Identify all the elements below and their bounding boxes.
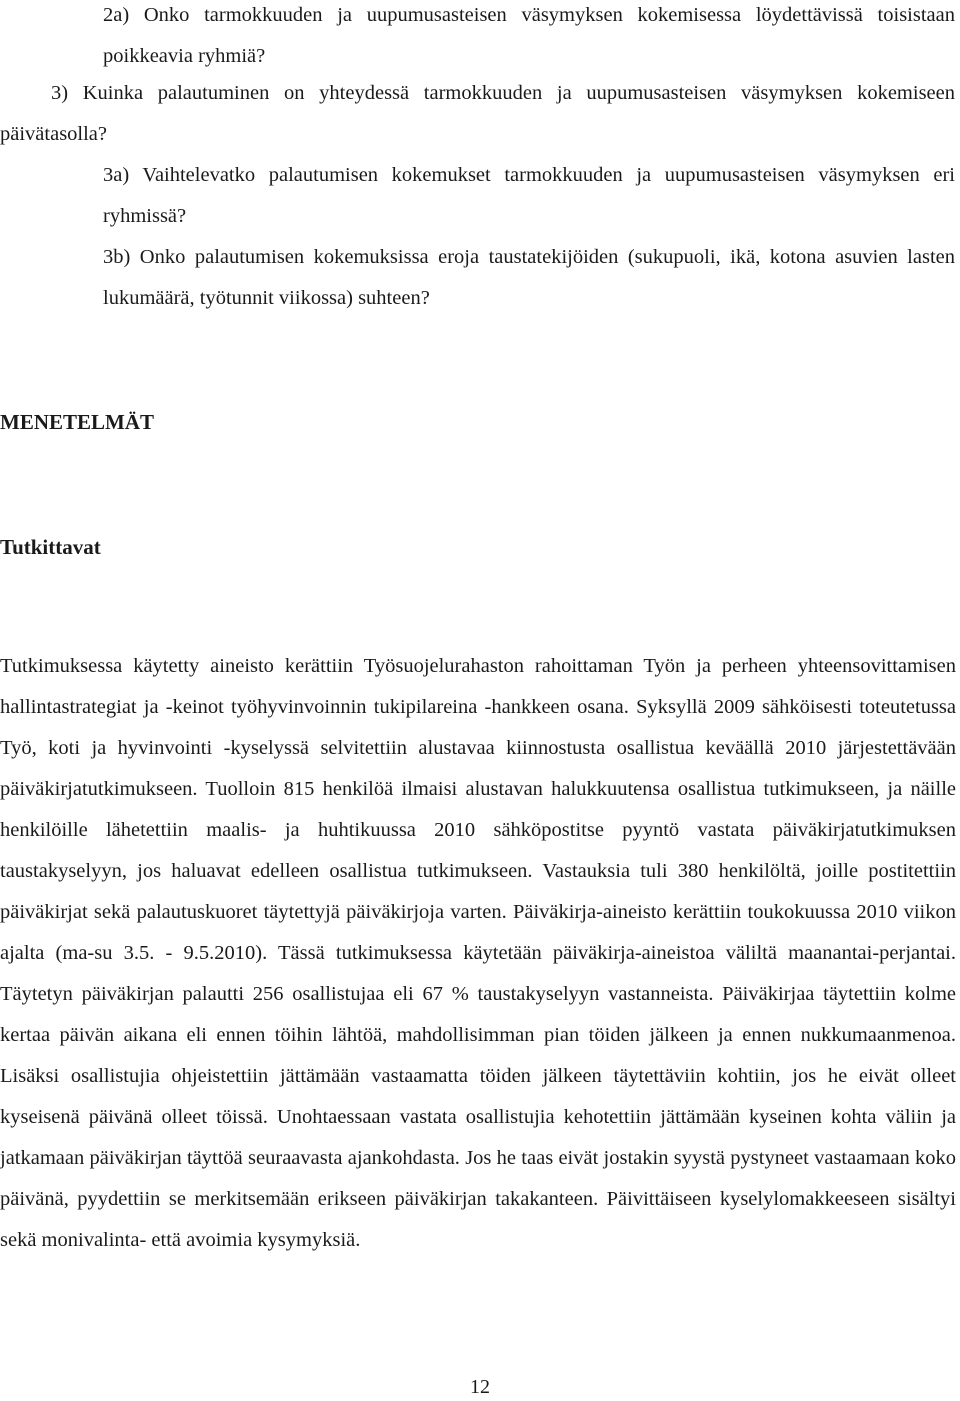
page-number: 12 — [470, 1376, 490, 1398]
section-heading: MENETELMÄT — [0, 410, 155, 434]
research-question-3a: 3a) Vaihtelevatko palautumisen kokemukset tarmokkuuden ja uupumusasteisen väsymyksen eri ryhmissä? — [103, 164, 955, 227]
section-subheading: Tutkittavat — [0, 535, 101, 559]
body-paragraph: Tutkimuksessa käytetty aineisto kerättiin Työsuojelurahaston rahoittaman Työn ja perheen yhteensovittamisen hallintastrategiat ja -keinot työhyvinvoinnin tukipilareina -hankkeen osana. Syksyllä 2009 sähköisesti toteutetussa Työ, koti ja hyvinvointi -kyselyssä selvitettiin alustavaa kiinnostusta osallistua keväällä 2010 järjestettävään päiväkirjatutkimukseen. Tuolloin 815 henkilöä ilmaisi alustavan halukkuutensa osallistua tutkimukseen, ja näille henkilöille lähetettiin maalis- ja huhtikuussa 2010 sähköpostitse pyyntö vastata päiväkirjatutkimuksen taustakyselyyn, jos haluavat edelleen osallistua tutkimukseen. Vastauksia tuli 380 henkilöltä, joille postitettiin päiväkirjat sekä palautuskuoret täytettyjä päiväkirjoja varten. Päiväkirja-aineisto kerättiin toukokuussa 2010 viikon ajalta (ma-su 3.5. - 9.5.2010). Tässä tutkimuksessa käytetään päiväkirja-aineistoa väliltä maanantai-perjantai. Täytetyn päiväkirjan palautti 256 osallistujaa eli 67 % taustakyselyyn vastanneista. Päiväkirjaa täytettiin kolme kertaa päivän aikana eli ennen töihin lähtöä, mahdollisimman pian töiden jälkeen ja ennen nukkumaanmenoa. Lisäksi osallistujia ohjeistettiin jättämään vastaamatta töiden jälkeen täytettäviin kohtiin, jos he eivät olleet kyseisenä päivänä olleet töissä. Unohtaessaan vastata osallistujia kehotettiin jättämään kyseinen kohta väliin ja jatkamaan päiväkirjan täyttöä seuraavasta ajankohdasta. Jos he taas eivät jostakin syystä pystyneet vastaamaan koko päivänä, pyydettiin se merkitsemään erikseen päiväkirjan takakanteen. Päivittäiseen kyselylomakkeeseen sisältyi sekä monivalinta- että avoimia kysymyksiä. — [0, 655, 956, 1251]
research-question-3b: 3b) Onko palautumisen kokemuksissa eroja taustatekijöiden (sukupuoli, ikä, kotona asuvien lasten lukumäärä, työtunnit viikossa) suhteen? — [103, 246, 955, 309]
research-question-3-text: 3) Kuinka palautuminen on yhteydessä tarmokkuuden ja uupumusasteisen väsymyksen kokemiseen päivätasolla? — [0, 82, 955, 145]
research-question-2a: 2a) Onko tarmokkuuden ja uupumusasteisen väsymyksen kokemisessa löydettävissä toisistaan poikkeavia ryhmiä? — [103, 4, 955, 67]
research-question-3 — [0, 73, 955, 155]
